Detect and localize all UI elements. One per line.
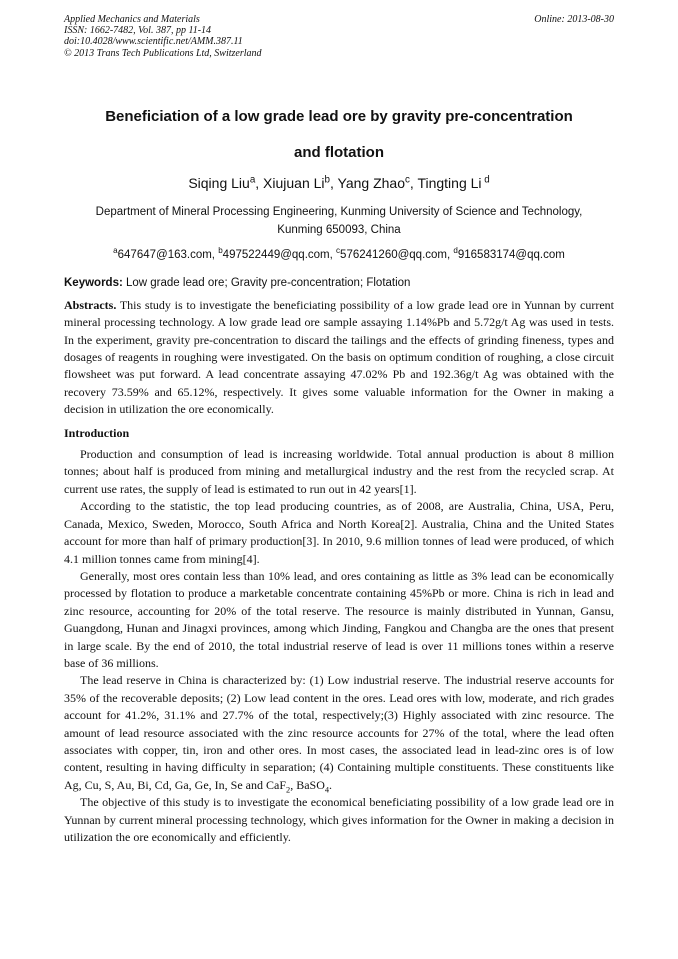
email-mark: b [218,245,223,255]
intro-paragraph-2: According to the statistic, the top lead producing countries, as of 2008, are Australia, China, USA, Peru, Canada, Mexico, Sweden, Morocco, South Africa and North Korea[2]. Australia, China and the United States account for more than half of primary production[3]. In 2010, 9.6 million tonnes of lead were produced, of which 4.1 million tonnes came from mining[4]. [64,499,614,566]
author-mark: c [405,174,410,186]
keywords [64,277,614,289]
intro-paragraph-4 [64,672,614,794]
author-separator: , [330,174,338,191]
affiliation [64,203,614,239]
affiliation-line-2: Kunming 650093, China [277,223,401,236]
title-line-2: and flotation [294,143,384,161]
author-name: Tingting Li [417,174,482,191]
author-mark: a [249,174,256,186]
paper-title [64,99,614,171]
journal-copyright: © 2013 Trans Tech Publications Ltd, Switzerland [64,47,262,59]
abstract-label: Abstracts. [64,297,117,312]
online-date: Online: 2013-08-30 [534,14,614,25]
author-mark: d [481,174,490,186]
intro-paragraph-4-text: . [329,777,333,792]
author-name: Yang Zhao [337,174,405,191]
author-name: Xiujuan Li [263,174,325,191]
author-separator: , [255,174,264,191]
intro-paragraph-3: Generally, most ores contain less than 10% lead, and ores containing as little as 3% lead can be economically processed by flotation to produce a marketable concentrate containing 45%Pb or more. China is rich in lead and zinc resource, accounting for 20% of the total reserve. The resource is mainly distributed in Yunnan, Gansu, Guangdong, Hunan and Jinagxi provinces, among which Jinding, Fangkou and Changba are the ones that present in large scale. By the end of 2010, the total industrial reserve of lead is over 11 millions tones within a reserve base of 36 millions. [64,568,614,670]
author-separator: , [409,174,418,191]
journal-issn: ISSN: 1662-7482, Vol. 387, pp 11-14 [64,25,212,37]
keywords-label: Keywords: [64,276,123,289]
section-heading-introduction: Introduction [64,425,130,440]
intro-paragraph-1: Production and consumption of lead is increasing worldwide. Total annual production is about 8 million tonnes; about half is produced from mining and metallurgical industry and the rest from the recycled scrap. At current use rates, the supply of lead is estimated to run out in 42 years[1]. [64,447,614,496]
email-address: 916583174@qq.com [457,248,565,261]
email-address: 647647@163.com, [117,248,219,261]
email-mark: c [336,245,341,255]
journal-name: Applied Mechanics and Materials [64,14,200,25]
keywords-text: Low grade lead ore; Gravity pre-concentration; Flotation [122,276,411,289]
email-address: 497522449@qq.com, [222,248,337,261]
email-address: 576241260@qq.com, [340,248,454,261]
author-list [64,175,614,191]
author-name: Siqing Liu [188,174,250,191]
subscript: 2 [286,785,291,795]
abstract-text: This study is to investigate the beneficiating possibility of a low grade lead ore in Yunnan by current mineral processing technology. A low grade lead ore sample assaying 1.14%Pb and 5.72g/t Ag was used in tests. In the experiment, gravity pre-concentration to discard the tailings and the effects of grinding fineness, types and dosages of reagents in roughing were investigated. On the basis on optimum condition of roughing, a close circuit flowsheet was put forward. A lead concentrate assaying 47.02% Pb and 192.36g/t Ag was obtained with the recovery 73.59% and 65.12%, respectively. It gives some valuable information for the Owner in making a decision in utilization the ore economically. [64,297,614,417]
journal-header [64,14,614,59]
subscript: 4 [324,785,330,795]
email-mark: d [453,245,458,255]
author-emails [64,245,614,261]
intro-paragraph-4-text: The lead reserve in China is characterized by: (1) Low industrial reserve. The industrial reserve accounts for 35% of the recoverable deposits; (2) Low lead content in the ores. Lead ores with low, moderate, and rich grades account for 41.2%, 31.1% and 27.7% of the total, respectively;(3) Highly associated with zinc resource. The amount of lead resource associated with the zinc resource accounts for 27% of the total, where the lead often associates with copper, tin, iron and other ores. In most cases, the associated lead in lead-zinc ores is of low content, resulting in having difficulty in separation; (4) Containing multiple constituents. These constituents like Ag, Cu, S, Au, Bi, Cd, Ga, Ge, In, Se and CaF [64,673,614,792]
journal-doi: doi:10.4028/www.scientific.net/AMM.387.11 [64,36,243,48]
abstract [64,297,614,419]
intro-paragraph-5: The objective of this study is to investigate the economical beneficiating possibility of a low grade lead ore in Yunnan by current mineral processing technology, which gives information for the Owner in making a decision in utilization the ore economically and efficiently. [64,795,614,844]
author-mark: b [324,174,330,186]
email-mark: a [113,245,118,255]
intro-paragraph-4-text: , BaSO [290,777,325,792]
title-line-1: Beneficiation of a low grade lead ore by gravity pre-concentration [105,107,573,125]
affiliation-line-1: Department of Mineral Processing Engineering, Kunming University of Science and Technology, [95,205,583,218]
